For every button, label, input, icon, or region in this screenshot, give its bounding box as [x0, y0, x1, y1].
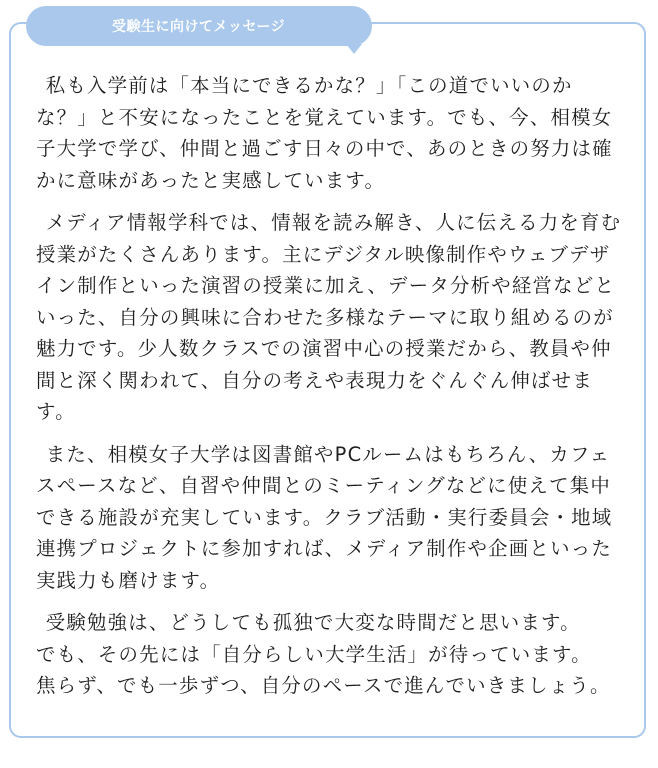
message-closing	[36, 607, 622, 702]
closing-line-1: 受験勉強は、どうしても孤独で大変な時間だと思います。	[45, 611, 581, 634]
closing-line-3: 焦らず、でも一歩ずつ、自分のペースで進んでいきましょう。	[36, 674, 611, 697]
message-paragraph-1: 私も入学前は「本当にできるかな？」「この道でいいのかな？」と不安になったことを覚えています。でも、今、相模女子大学で学び、仲間と過ごす日々の中で、あのときの努力は確かに意味があったと実感しています。	[36, 74, 613, 192]
message-header-label: 受験生に向けてメッセージ	[112, 19, 286, 35]
message-header-tab	[26, 6, 372, 46]
message-paragraph-3: また、相模女子大学は図書館やPCルームはもちろん、カフェスペースなど、自習や仲間とのミーティングなどに使えて集中できる施設が充実しています。クラブ活動・実行委員会・地域連携プロジェクトに参加すれば、メディア制作や企画といった実践力も磨けます。	[36, 442, 613, 592]
message-body	[36, 70, 622, 702]
closing-line-2: でも、その先には「自分らしい大学生活」が待っています。	[36, 642, 592, 666]
message-paragraph-2: メディア情報学科では、情報を読み解き、人に伝える力を育む授業がたくさんあります。主にデジタル映像制作やウェブデザイン制作といった演習の授業に加え、データ分析や経営などといった、自分の興味に合わせた多様なテーマに取り組めるのが魅力です。少人数クラスでの演習中心の授業だから、教員や仲間と深く関われて、自分の考えや表現力をぐんぐん伸ばせます。	[36, 211, 622, 423]
